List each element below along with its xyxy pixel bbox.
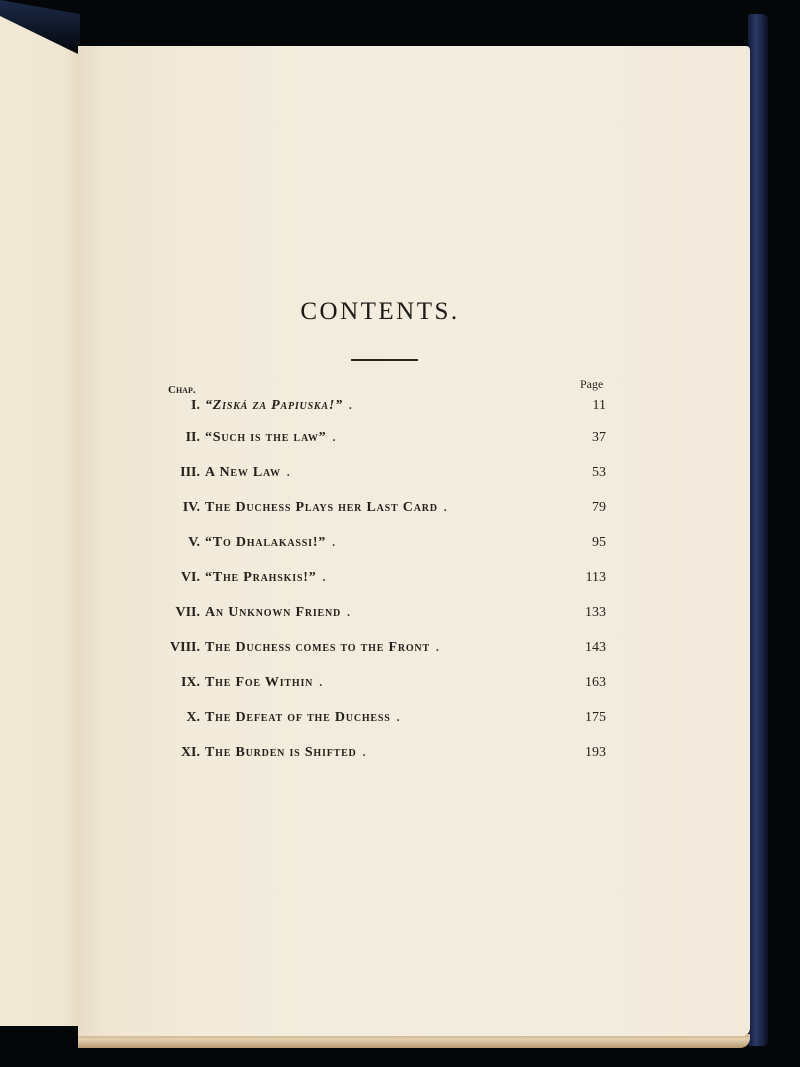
- toc-entry: [150, 675, 606, 697]
- chapter-number: IV.: [182, 500, 200, 515]
- chapter-title: “Ziská za Papiuska!”: [205, 398, 343, 413]
- chapter-number: VII.: [175, 605, 200, 620]
- toc-entry: [150, 605, 606, 627]
- toc-entry: [150, 500, 606, 522]
- dot-leader: [319, 675, 574, 691]
- chapter-number: X.: [186, 710, 200, 725]
- dot-leader: [436, 640, 574, 656]
- chapter-title: An Unknown Friend: [205, 605, 342, 620]
- chapter-title: “Such is the law”: [205, 430, 327, 445]
- chapter-number: IX.: [180, 675, 200, 690]
- chapter-title: A New Law: [205, 465, 281, 480]
- page-number: 79: [592, 500, 606, 515]
- chapter-number: V.: [188, 535, 200, 550]
- chapter-number: VIII.: [170, 640, 200, 655]
- page-number: 193: [585, 745, 606, 760]
- dot-leader: [323, 570, 574, 586]
- chapter-title: “The Prahskis!”: [205, 570, 317, 585]
- page-number: 53: [592, 465, 606, 480]
- toc-entry: [150, 710, 606, 732]
- page-number: 163: [585, 675, 606, 690]
- page-number: 133: [585, 605, 606, 620]
- chapter-title: The Foe Within: [205, 675, 314, 690]
- chapter-number: II.: [185, 430, 200, 445]
- toc-entry: [150, 535, 606, 557]
- page-number: 37: [592, 430, 606, 445]
- chapter-number: I.: [191, 398, 200, 413]
- chapter-number: XI.: [180, 745, 200, 760]
- chapter-title: The Burden is Shifted: [205, 745, 357, 760]
- toc-entry: [150, 398, 606, 420]
- chapter-number: VI.: [180, 570, 200, 585]
- chapter-title: The Duchess comes to the Front: [205, 640, 430, 655]
- chapter-title: The Defeat of the Duchess: [205, 710, 391, 725]
- page-column-header: Page: [580, 377, 604, 391]
- dot-leader: [332, 535, 574, 551]
- toc-entry: [150, 465, 606, 487]
- page-number: 143: [585, 640, 606, 655]
- toc-entry: [150, 745, 606, 767]
- page-number: 95: [592, 535, 606, 550]
- dot-leader: [347, 605, 574, 621]
- chapter-column-header: Chap.: [168, 384, 196, 396]
- chapter-title: “To Dhalakassi!”: [205, 535, 327, 550]
- dot-leader: [349, 398, 574, 414]
- page-title: CONTENTS.: [300, 298, 460, 325]
- dot-leader: [444, 500, 574, 516]
- toc-entry: [150, 430, 606, 452]
- page-number: 175: [585, 710, 606, 725]
- dot-leader: [332, 430, 574, 446]
- page-number: 11: [592, 398, 606, 413]
- toc-entry: [150, 640, 606, 662]
- chapter-number: III.: [180, 465, 200, 480]
- dot-leader: [363, 745, 574, 761]
- dot-leader: [397, 710, 574, 726]
- dot-leader: [287, 465, 574, 481]
- chapter-title: The Duchess Plays her Last Card: [205, 500, 438, 515]
- toc-entry: [150, 570, 606, 592]
- page-number: 113: [585, 570, 606, 585]
